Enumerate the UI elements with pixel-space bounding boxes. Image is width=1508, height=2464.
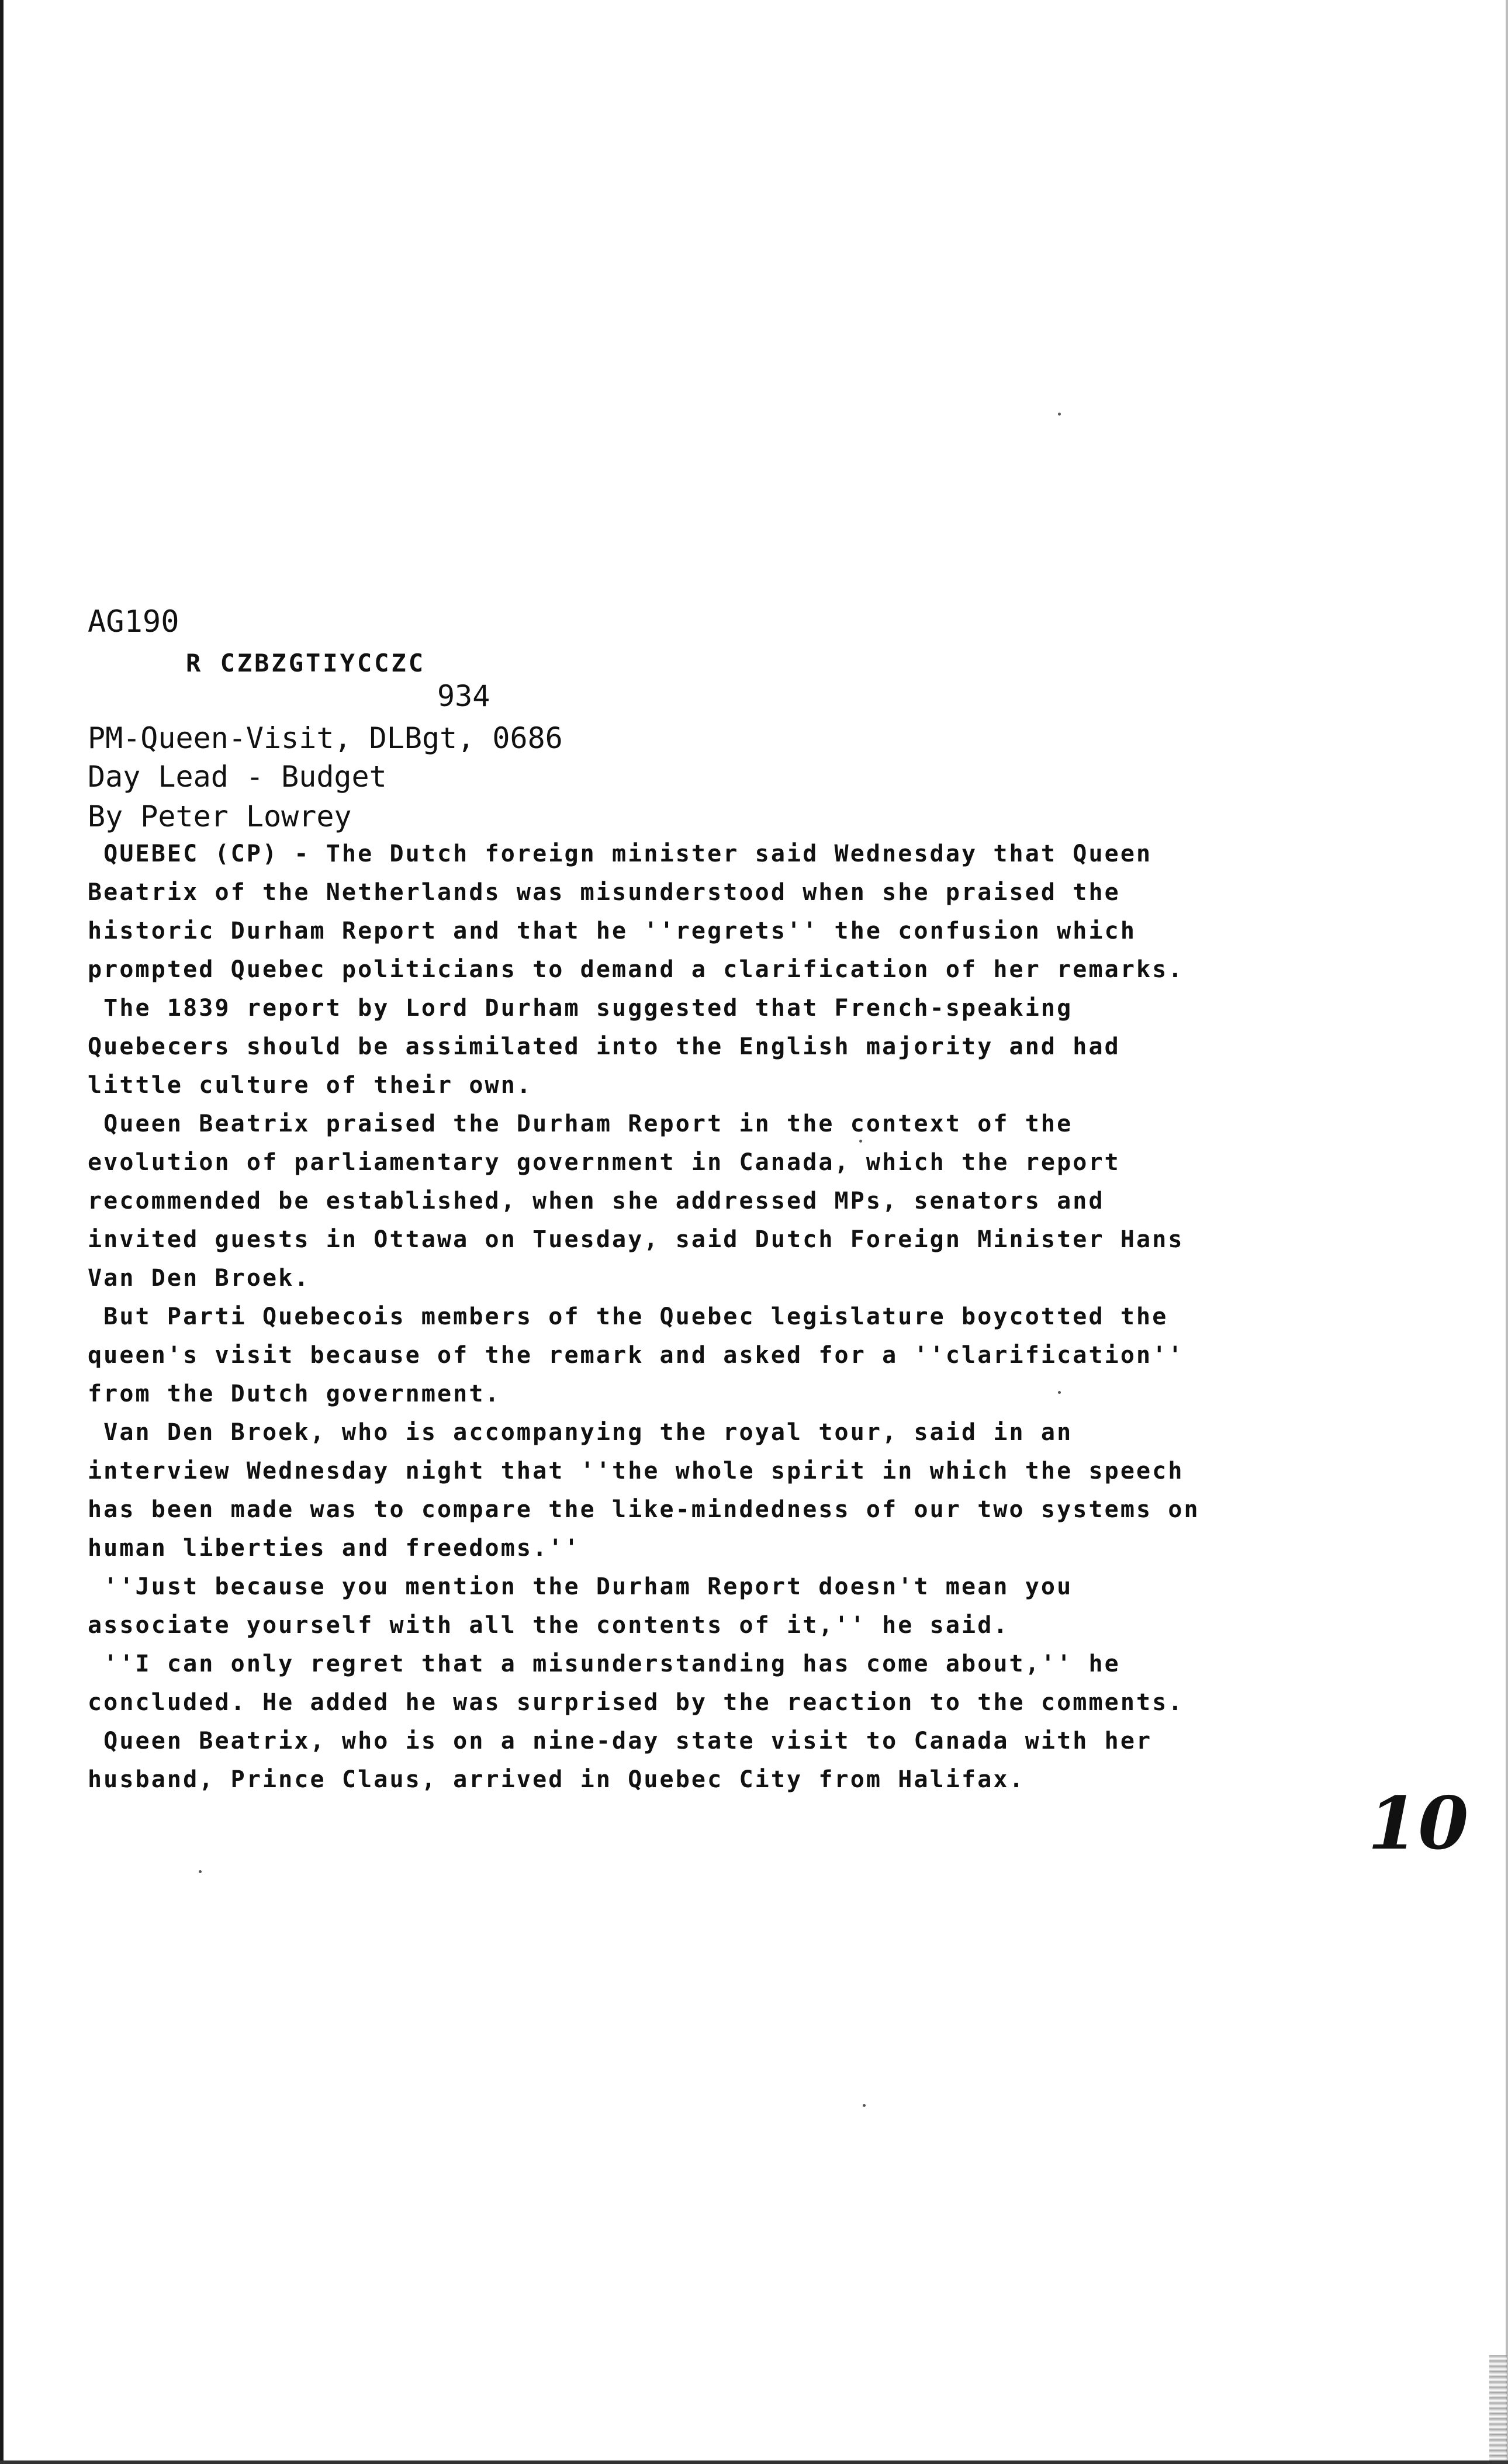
- story-line: Van Den Broek, who is accompanying the royal tour, said in an: [88, 1419, 1073, 1446]
- wire-routing-code: R CZBZGTIYCCZC: [186, 649, 426, 677]
- story-line: interview Wednesday night that ''the whole spirit in which the speech: [88, 1458, 1184, 1484]
- scan-edge-speckle: [1489, 2355, 1507, 2460]
- story-line: from the Dutch government.: [88, 1380, 501, 1407]
- story-line: evolution of parliamentary government in Canada, which the report: [88, 1149, 1120, 1176]
- scan-left-edge: [0, 0, 4, 2464]
- story-line: recommended be established, when she addressed MPs, senators and: [88, 1188, 1105, 1214]
- story-line: Queen Beatrix, who is on a nine-day state visit to Canada with her: [88, 1728, 1153, 1754]
- story-line: ''Just because you mention the Durham Report doesn't mean you: [88, 1573, 1073, 1600]
- story-line: human liberties and freedoms.'': [88, 1535, 580, 1562]
- story-line: historic Durham Report and that he ''regrets'' the confusion which: [88, 918, 1137, 944]
- story-line: prompted Quebec politicians to demand a clarification of her remarks.: [88, 956, 1184, 983]
- story-line: ''I can only regret that a misunderstanding has come about,'' he: [88, 1650, 1120, 1677]
- scan-speck: [1058, 413, 1061, 416]
- scan-speck: [863, 2104, 866, 2107]
- wire-slug: AG190: [88, 604, 179, 639]
- scan-speck: [199, 1870, 202, 1873]
- wire-keyline: PM-Queen-Visit, DLBgt, 0686: [88, 721, 563, 755]
- story-line: The 1839 report by Lord Durham suggested that French-speaking: [88, 995, 1073, 1022]
- wire-section: Day Lead - Budget: [88, 760, 387, 794]
- story-body: [88, 835, 1397, 1799]
- story-line: queen's visit because of the remark and asked for a ''clarification'': [88, 1342, 1184, 1369]
- story-line: little culture of their own.: [88, 1072, 533, 1099]
- story-line: Quebecers should be assimilated into the English majority and had: [88, 1033, 1120, 1060]
- story-line: has been made was to compare the like-mindedness of our two systems on: [88, 1496, 1200, 1523]
- scan-right-edge: [1506, 0, 1508, 2464]
- handwritten-page-number: 10: [1368, 1781, 1469, 1866]
- story-line: But Parti Quebecois members of the Quebec legislature boycotted the: [88, 1303, 1168, 1330]
- story-line: Queen Beatrix praised the Durham Report in the context of the: [88, 1110, 1073, 1137]
- story-line: associate yourself with all the contents of it,'' he said.: [88, 1612, 1009, 1639]
- story-line: concluded. He added he was surprised by the reaction to the comments.: [88, 1689, 1184, 1716]
- scan-bottom-edge: [0, 2460, 1508, 2464]
- story-line: Van Den Broek.: [88, 1265, 310, 1292]
- story-line: invited guests in Ottawa on Tuesday, said Dutch Foreign Minister Hans: [88, 1226, 1184, 1253]
- byline: By Peter Lowrey: [88, 800, 352, 833]
- wire-number: 934: [437, 679, 490, 713]
- story-line: QUEBEC (CP) - The Dutch foreign minister said Wednesday that Queen: [88, 840, 1153, 867]
- story-line: Beatrix of the Netherlands was misunderstood when she praised the: [88, 879, 1120, 906]
- story-line: husband, Prince Claus, arrived in Quebec City from Halifax.: [88, 1766, 1025, 1793]
